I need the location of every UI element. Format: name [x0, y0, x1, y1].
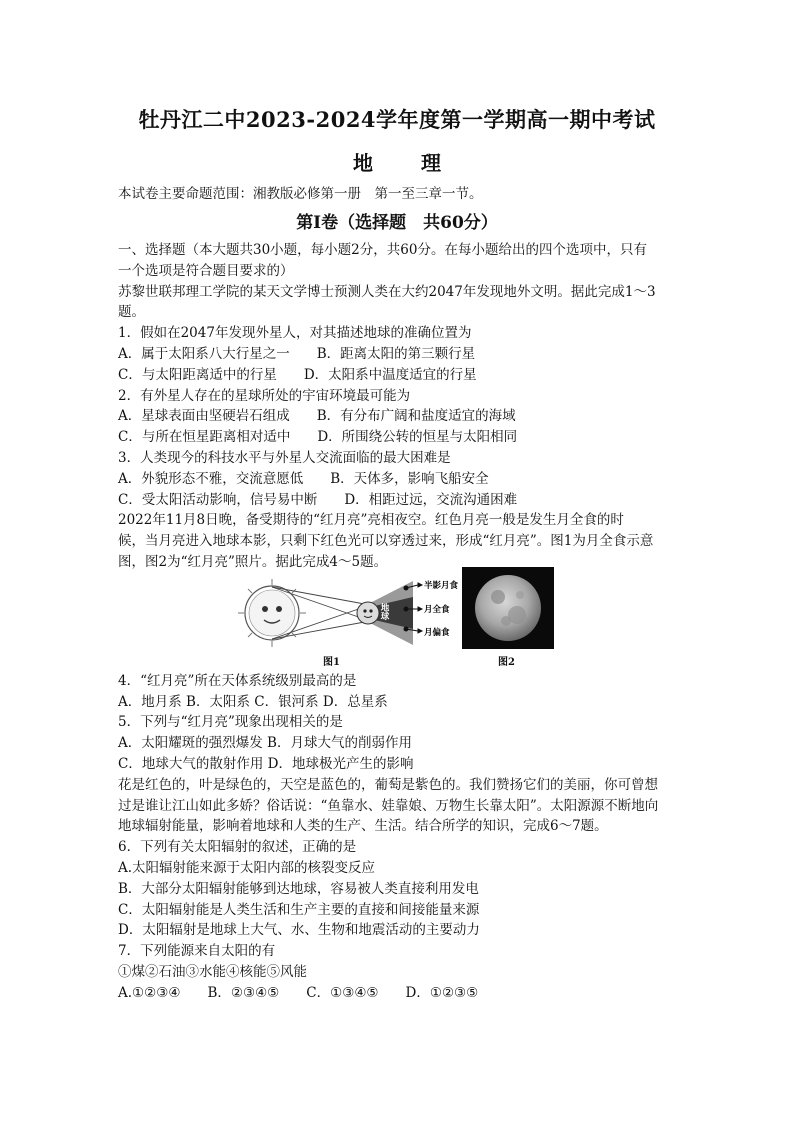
text-line: 一个选项是符合题目要求的）	[118, 262, 294, 279]
figure-1-caption: 图1	[323, 656, 340, 668]
text-block-before-figures	[118, 240, 680, 573]
text-line: 3．人类现今的科技水平与外星人交流面临的最大困难是	[118, 449, 451, 466]
exam-title: 牡丹江二中2023-2024学年度第一学期高一期中考试	[138, 107, 656, 132]
text-line: 2．有外星人存在的星球所处的宇宙环境最可能为	[118, 387, 411, 404]
text-line: 图，图2为“红月亮”照片。据此完成4～5题。	[118, 553, 388, 570]
text-line: A．外貌形态不雅，交流意愿低 B．天体多，影响飞船安全	[118, 470, 489, 487]
section-heading: 第Ⅰ卷（选择题 共60分）	[296, 213, 498, 233]
text-line: 苏黎世联邦理工学院的某天文学博士预测人类在大约2047年发现地外文明。据此完成1～3	[118, 283, 656, 300]
text-line: A.①②③④ B．②③④⑤ C．①③④⑤ D．①②③⑤	[118, 984, 479, 1001]
text-line: 5．下列与“红月亮”现象出现相关的是	[118, 714, 343, 731]
sun-icon	[238, 579, 306, 647]
text-line: 过是谁让江山如此多娇？俗话说：“鱼靠水、娃靠娘、万物生长靠太阳”。太阳源源不断地向	[118, 797, 659, 814]
text-line: 候，当月亮进入地球本影，只剩下红色光可以穿透过来，形成“红月亮”。图1为月全食示意	[118, 533, 654, 550]
text-line: A．地月系 B．太阳系 C．银河系 D．总星系	[118, 693, 388, 710]
text-line: A．星球表面由坚硬岩石组成 B．有分布广阔和盐度适宜的海域	[118, 408, 516, 425]
label-penumbral: 半影月食	[424, 580, 459, 591]
text-line: C．受太阳活动影响，信号易中断 D．相距过远，交流沟通困难	[118, 491, 518, 508]
text-line: D．太阳辐射是地球上大气、水、生物和地震活动的主要动力	[118, 922, 480, 939]
text-line: B．大部分太阳辐射能够到达地球，容易被人类直接利用发电	[118, 880, 479, 897]
text-line: 4．“红月亮”所在天体系统级别最高的是	[118, 672, 357, 689]
label-total: 月全食	[424, 604, 450, 615]
text-line: 6．下列有关太阳辐射的叙述，正确的是	[118, 839, 357, 856]
text-line: 1．假如在2047年发现外星人，对其描述地球的准确位置为	[118, 325, 472, 342]
figure-2-caption: 图2	[498, 656, 515, 668]
text-line: 题。	[118, 304, 145, 321]
subject-char-1: 地	[353, 151, 373, 175]
text-line: C．地球大气的散射作用 D．地球极光产生的影响	[118, 755, 414, 772]
text-line: C．与所在恒星距离相对适中 D．所围绕公转的恒星与太阳相同	[118, 429, 518, 446]
text-line: 花是红色的，叶是绿色的，天空是蓝色的，葡萄是紫色的。我们赞扬它们的美丽，你可曾想	[118, 776, 658, 793]
subject-char-2: 理	[421, 151, 441, 175]
text-line: 地球辐射能量，影响着地球和人类的生产、生活。结合所学的知识，完成6～7题。	[118, 818, 608, 835]
figure-row	[118, 575, 680, 671]
text-line: C．与太阳距离适中的行星 D．太阳系中温度适宜的行星	[118, 366, 477, 383]
question-body	[118, 240, 680, 1004]
text-line: 7．下列能源来自太阳的有	[118, 943, 276, 960]
subject-heading	[0, 147, 794, 176]
red-moon-photo	[462, 567, 554, 649]
text-line: A.太阳辐射能来源于太阳内部的核裂变反应	[118, 859, 376, 876]
earth-label: 地球	[379, 602, 389, 620]
text-line: A．属于太阳系八大行星之一 B．距离太阳的第三颗行星	[118, 345, 476, 362]
text-line: C．太阳辐射能是人类生活和生产主要的直接和间接能量来源	[118, 901, 480, 918]
label-partial: 月偏食	[424, 627, 450, 638]
text-line: ①煤②石油③水能④核能⑤风能	[118, 963, 307, 980]
text-line: A．太阳耀斑的强烈爆发 B．月球大气的削弱作用	[118, 735, 412, 752]
earth-icon	[357, 602, 379, 624]
text-block-after-figures	[118, 671, 680, 1004]
scope-note: 本试卷主要命题范围：湘教版必修第一册 第一至三章一节。	[118, 186, 483, 202]
text-line: 一、选择题（本大题共30小题，每小题2分，共60分。在每小题给出的四个选项中，只有	[118, 242, 647, 258]
text-line: 2022年11月8日晚，备受期待的“红月亮”亮相夜空。红色月亮一般是发生月全食的时	[118, 512, 624, 529]
lunar-eclipse-diagram	[238, 575, 460, 651]
